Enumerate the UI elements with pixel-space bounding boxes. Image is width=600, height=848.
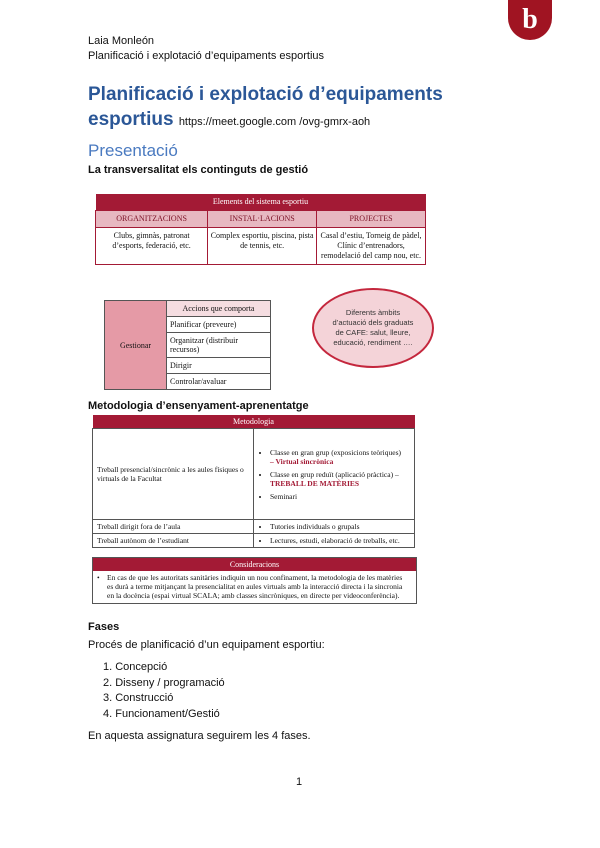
list-item: 3. Construcció [103,692,174,704]
list-item: 4. Funcionament/Gestió [103,707,220,720]
oval-text: Diferents àmbits d’actuació dels graduats de CAFE: salut, lleure, educació, rendiment …. [332,308,414,347]
table-cell: Clubs, gimnàs, patronat d’esports, federació, etc. [96,228,208,265]
author-name: Laia Monleón [88,35,155,47]
fases-intro: Procés de planificació d’un equipament esportiu: [88,639,325,651]
column-header: Accions que comporta [167,301,271,317]
column-header: ORGANITZACIONS [96,211,208,228]
item-text: Classe en gran grup (exposicions teòriques) [270,447,402,457]
list-item: 1. Concepció [103,661,168,673]
list-item: • Tutories individuals o grupals [270,522,410,531]
subheading-metodologia: Metodologia d’ensenyament-aprenentatge [88,400,309,412]
subheading-transversalitat: La transversalitat els continguts de gestió [88,164,309,176]
meet-link[interactable]: https://meet.google.com /ovg-gmrx-aoh [178,116,371,128]
table-cell [254,534,415,548]
document-title [88,82,508,135]
header-subtitle: Planificació i explotació d’equipaments esportius [88,50,325,62]
consideracions-text: • En cas de que les autoritats sanitàries indiquin un nou confinament, la metodologia de les matèries es durà a terme mitjançant la presencialitat en aules virtuals amb la interacció directa i la sincronia en la docència (espai virtual SCALA; amb classes sincròniques, en directe per videoconferència). [93,571,416,603]
elements-sistema-table [95,194,426,265]
table-cell: Complex esportiu, piscina, pista de tennis, etc. [208,228,317,265]
table-cell [254,520,415,534]
item-highlight: – Virtual sincrònica [270,456,334,466]
consideracions-title: Consideracions [93,558,416,571]
action-item: Planificar (preveure) [167,317,271,333]
table-title: Elements del sistema esportiu [96,194,426,211]
section-heading-presentacio: Presentació [88,141,178,160]
list-item: 2. Disseny / programació [103,676,225,689]
item-highlight: TREBALL DE MATÈRIES [270,478,360,488]
table-cell: Treball presencial/sincrònic a les aules físiques o virtuals de la Facultat [93,429,254,520]
gestionar-label: Gestionar [105,301,167,390]
action-item: Organitzar (distribuir recursos) [167,333,271,358]
gestionar-table [104,300,271,390]
column-header: INSTAL·LACIONS [208,211,317,228]
action-item: Dirigir [167,358,271,374]
closing-text: En aquesta assignatura seguirem les 4 fases. [88,730,311,742]
table-cell [254,429,415,520]
metodologia-table [92,415,415,548]
list-item [270,448,410,466]
list-item: • Seminari [270,492,410,501]
table-title: Metodologia [93,415,415,429]
item-text: Classe en grup reduït (aplicació pràctica) – [270,469,399,479]
title-line-2: esportius [88,109,174,130]
page-number: 1 [296,776,303,788]
ambits-oval [312,288,434,368]
subheading-fases: Fases [88,621,120,633]
university-logo: b [508,0,552,40]
list-item: • Lectures, estudi, elaboració de treballs, etc. [270,536,410,545]
list-item [270,470,410,488]
column-header: PROJECTES [317,211,426,228]
action-item: Controlar/avaluar [167,374,271,390]
table-cell: Casal d’estiu, Torneig de pàdel, Clínic d’entrenadors, remodelació del camp nou, etc. [317,228,426,265]
fases-list [103,660,225,722]
table-cell: Treball dirigit fora de l’aula [93,520,254,534]
title-line-1: Planificació i explotació d’equipaments [88,84,443,105]
table-cell: Treball autònom de l’estudiant [93,534,254,548]
consideracions-box [92,557,417,604]
